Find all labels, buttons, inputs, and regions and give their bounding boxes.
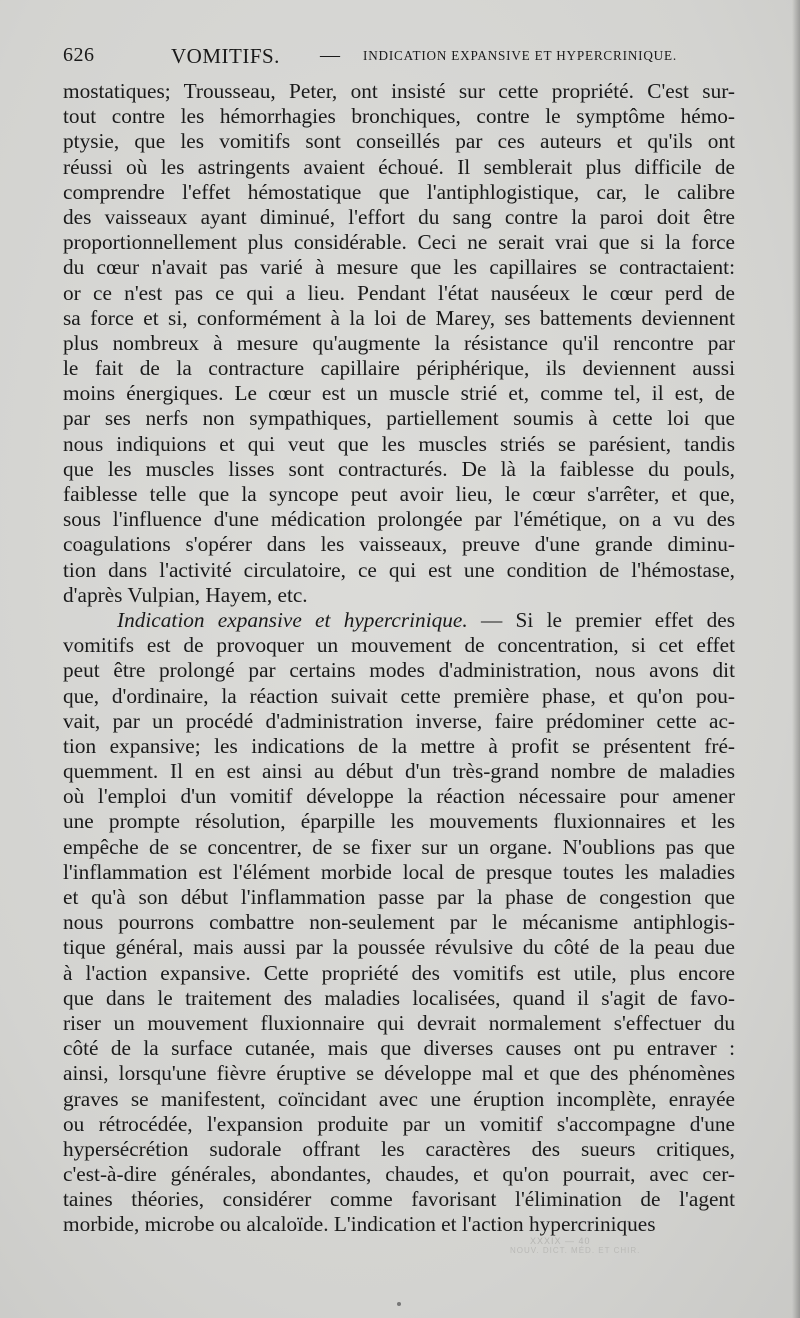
text-line: moins énergiques. Le cœur est un muscle strié et, comme tel, il est, de — [63, 381, 735, 406]
text-line: proportionnellement plus considérable. Ceci ne serait vrai que si la force — [63, 230, 735, 255]
text-line: une prompte résolution, éparpille les mouvements fluxionnaires et les — [63, 809, 735, 834]
running-separator: — — [320, 44, 340, 66]
text-line: tout contre les hémorrhagies bronchiques, contre le symptôme hémo- — [63, 104, 735, 129]
text-line: des vaisseaux ayant diminué, l'effort du sang contre la paroi doit être — [63, 204, 735, 229]
text-line: coagulations s'opérer dans les vaisseaux, preuve d'une grande diminu- — [63, 532, 735, 557]
text-line: par ses nerfs non sympathiques, partiellement soumis à cette loi que — [63, 406, 735, 431]
text-line: où l'emploi d'un vomitif développe la réaction nécessaire pour amener — [63, 784, 735, 809]
text-line: sa force et si, conformément à la loi de Marey, ses battements deviennent — [63, 305, 735, 330]
text-line: côté de la surface cutanée, mais que diverses causes ont pu entraver : — [63, 1036, 735, 1061]
text-line: sous l'influence d'une médication prolongée par l'émétique, on a vu des — [63, 507, 735, 532]
imprint-mark: NOUV. DICT. MÉD. ET CHIR. — [510, 1246, 641, 1255]
text-line: c'est-à-dire générales, abondantes, chaudes, et qu'on pourrait, avec cer- — [63, 1162, 735, 1187]
running-header — [63, 44, 735, 74]
text-line: que les muscles lisses sont contracturés. De là la faiblesse du pouls, — [63, 456, 735, 481]
running-subtitle: INDICATION EXPANSIVE ET HYPERCRINIQUE. — [363, 48, 677, 63]
text-line: hypersécrétion sudorale offrant les caractères des sueurs critiques, — [63, 1136, 735, 1161]
text-line: à l'action expansive. Cette propriété des vomitifs est utile, plus encore — [63, 960, 735, 985]
text-line: tique général, mais aussi par la poussée révulsive du côté de la peau due — [63, 935, 735, 960]
section-heading: Indication expansive et hypercrinique. — [117, 607, 468, 632]
text-line: tion expansive; les indications de la mettre à profit se présentent fré- — [63, 733, 735, 758]
text-line: nous pourrons combattre non-seulement par le mécanisme antiphlogis- — [63, 910, 735, 935]
text-line: morbide, microbe ou alcaloïde. L'indication et l'action hypercriniques — [63, 1212, 656, 1237]
text-line: nous indiquions et qui veut que les muscles striés se parésient, tandis — [63, 431, 735, 456]
ink-dot — [397, 1302, 401, 1306]
text-line: vait, par un procédé d'administration inverse, faire prédominer cette ac- — [63, 708, 735, 733]
text-line: plus nombreux à mesure qu'augmente la résistance qu'il rencontre par — [63, 330, 735, 355]
text-line: — Si le premier effet des — [480, 607, 735, 632]
text-line: ou rétrocédée, l'expansion produite par un vomitif s'accompagne d'une — [63, 1111, 735, 1136]
text-line: comprendre l'effet hémostatique que l'antiphlogistique, car, le calibre — [63, 179, 735, 204]
body-text — [63, 79, 735, 1238]
text-line: l'inflammation est l'élément morbide local de presque toutes les maladies — [63, 859, 735, 884]
text-line: le fait de la contracture capillaire périphérique, ils deviennent aussi — [63, 356, 735, 381]
text-line: peut être prolongé par certains modes d'administration, nous avons dit — [63, 658, 735, 683]
text-line: mostatiques; Trousseau, Peter, ont insisté sur cette propriété. C'est sur- — [63, 79, 735, 103]
text-line: ptysie, que les vomitifs sont conseillés par ces auteurs et qu'ils ont — [63, 129, 735, 154]
text-line: et qu'à son début l'inflammation passe par la phase de congestion que — [63, 885, 735, 909]
text-line: d'après Vulpian, Hayem, etc. — [63, 582, 308, 607]
text-line: que, d'ordinaire, la réaction suivait cette première phase, et qu'on pou- — [63, 683, 735, 708]
text-line: or ce n'est pas ce qui a lieu. Pendant l'état nauséeux le cœur perd de — [63, 280, 735, 305]
text-line: vomitifs est de provoquer un mouvement de concentration, si cet effet — [63, 633, 735, 658]
text-line: que dans le traitement des maladies localisées, quand il s'agit de favo- — [63, 985, 735, 1010]
page-edge-shadow — [792, 0, 800, 1318]
signature-mark: XXXIX — 40 — [530, 1236, 591, 1246]
text-line: du cœur n'avait pas varié à mesure que les capillaires se contractaient: — [63, 255, 735, 280]
text-line: empêche de se concentrer, de se fixer sur un organe. N'oublions pas que — [63, 834, 735, 859]
text-line: tion dans l'activité circulatoire, ce qui est une condition de l'hémostase, — [63, 557, 735, 582]
text-line: graves se manifestent, coïncidant avec une éruption incomplète, enrayée — [63, 1086, 735, 1111]
text-line: ainsi, lorsqu'une fièvre éruptive se développe mal et que des phénomènes — [63, 1061, 735, 1086]
text-line: taines théories, considérer comme favorisant l'élimination de l'agent — [63, 1187, 735, 1212]
section-heading-line — [63, 608, 735, 633]
text-line: faiblesse telle que la syncope peut avoir lieu, le cœur s'arrêter, et que, — [63, 482, 735, 506]
text-line: riser un mouvement fluxionnaire qui devrait normalement s'effectuer du — [63, 1010, 735, 1035]
text-line: quemment. Il en est ainsi au début d'un très-grand nombre de maladies — [63, 759, 735, 784]
running-title: VOMITIFS. — [171, 44, 280, 68]
page-number: 626 — [63, 44, 95, 66]
text-line: réussi où les astringents avaient échoué. Il semblerait plus difficile de — [63, 154, 735, 179]
